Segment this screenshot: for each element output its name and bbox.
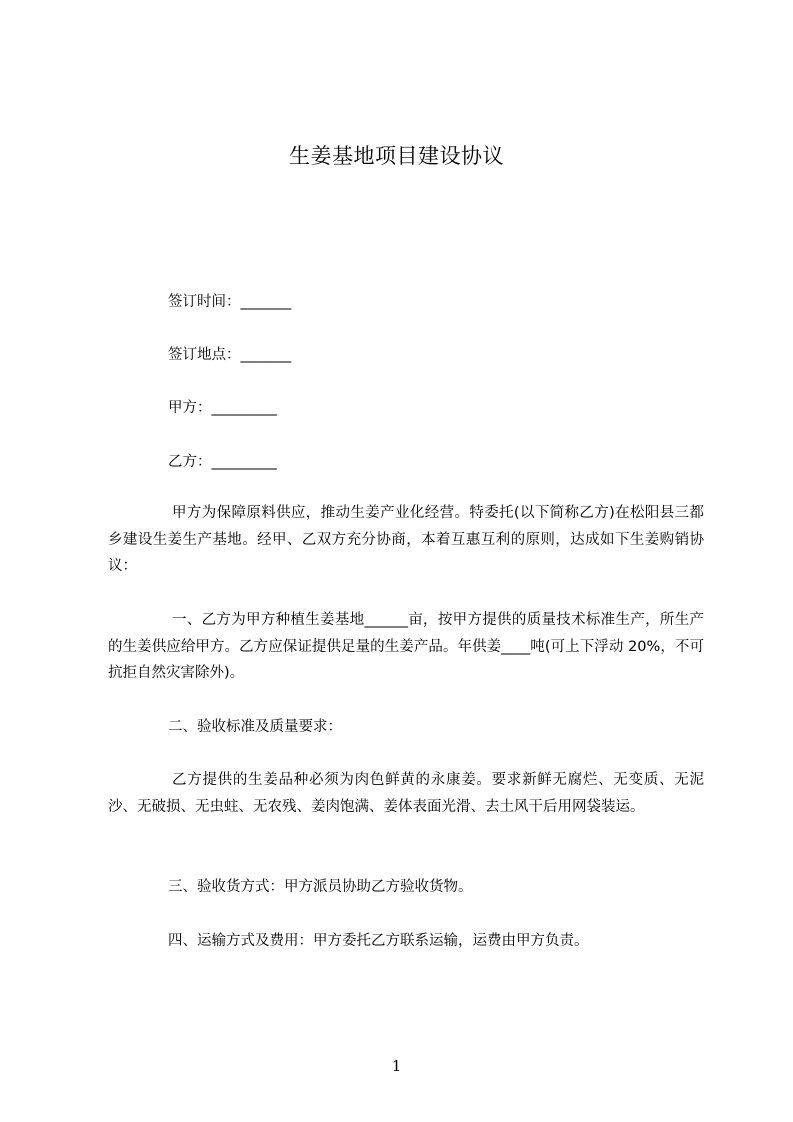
page-number: 1 <box>391 1057 402 1075</box>
intro-paragraph: 甲方为保障原料供应，推动生姜产业化经营。特委托(以下简称乙方)在松阳县三都乡建设生姜生产基地。经甲、乙双方充分协商，本着互惠互利的原则，达成如下生姜购销协议： <box>108 505 704 574</box>
clause-1-paragraph: 一、乙方为甲方种植生姜基地______亩，按甲方提供的质量技术标准生产，所生产的生姜供应给甲方。乙方应保证提供足量的生姜产品。年供姜____吨(可上下浮动 20%，不可抗拒自然灾害除外)。 <box>108 612 704 681</box>
clause-4-paragraph: 四、运输方式及费用：甲方委托乙方联系运输，运费由甲方负责。 <box>168 933 589 949</box>
document-title: 生姜基地项目建设协议 <box>289 144 504 168</box>
party-a-field: 甲方：_________ <box>168 400 277 416</box>
signing-time-field: 签订时间：_______ <box>168 294 292 310</box>
party-b-field: 乙方：_________ <box>168 454 277 470</box>
clause-2-heading: 二、验收标准及质量要求： <box>168 719 342 735</box>
signing-location-field: 签订地点：_______ <box>168 347 292 363</box>
clause-3-paragraph: 三、验收货方式：甲方派员协助乙方验收货物。 <box>168 879 473 895</box>
clause-2-paragraph: 乙方提供的生姜品种必须为肉色鲜黄的永康姜。要求新鲜无腐烂、无变质、无泥沙、无破损、无虫蛀、无农残、姜肉饱满、姜体表面光滑、去土风干后用网袋装运。 <box>108 772 704 815</box>
